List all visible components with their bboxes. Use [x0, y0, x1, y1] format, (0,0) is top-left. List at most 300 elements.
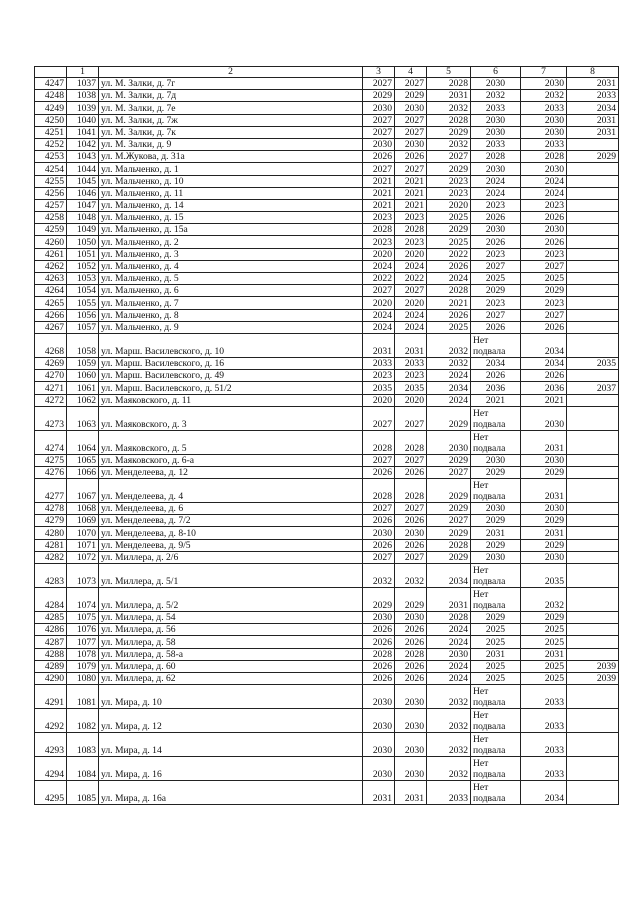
col8-cell — [567, 709, 619, 733]
col6-cell: 2025 — [471, 672, 521, 684]
row-number-cell: 4292 — [35, 709, 67, 733]
row-id-cell: 1062 — [67, 394, 99, 406]
col8-cell: 2034 — [567, 102, 619, 114]
table-row — [35, 564, 619, 588]
col5-cell: 2026 — [427, 309, 471, 321]
row-number-cell: 4248 — [35, 90, 67, 102]
col3-cell: 2030 — [363, 733, 395, 757]
col4-cell: 2029 — [395, 90, 427, 102]
table-row — [35, 672, 619, 684]
no-basement-note: Нет подвала — [473, 758, 506, 781]
col7-cell: 2028 — [521, 151, 567, 163]
col4-cell: 2028 — [395, 648, 427, 660]
col4-cell: 2030 — [395, 102, 427, 114]
col7-cell: 2033 — [521, 757, 567, 781]
col8-cell — [567, 636, 619, 648]
col6-cell: 2023 — [471, 297, 521, 309]
table-row — [35, 248, 619, 260]
address-cell: ул. Мальченко, д. 6 — [99, 285, 363, 297]
address-cell: ул. Миллера, д. 60 — [99, 660, 363, 672]
col7-cell: 2026 — [521, 212, 567, 224]
col3-cell: 2020 — [363, 248, 395, 260]
col4-cell: 2029 — [395, 588, 427, 612]
header-cell-0 — [35, 67, 67, 78]
table-row — [35, 588, 619, 612]
col8-cell — [567, 370, 619, 382]
row-id-cell: 1038 — [67, 90, 99, 102]
row-id-cell: 1074 — [67, 588, 99, 612]
col4-cell: 2026 — [395, 624, 427, 636]
col5-cell: 2032 — [427, 333, 471, 357]
table-row — [35, 648, 619, 660]
col4-cell: 2026 — [395, 672, 427, 684]
col6-cell — [471, 685, 521, 709]
row-id-cell: 1078 — [67, 648, 99, 660]
col8-cell — [567, 757, 619, 781]
col8-cell — [567, 187, 619, 199]
no-basement-note: Нет подвала — [473, 407, 506, 430]
col7-cell: 2026 — [521, 236, 567, 248]
address-cell: ул. Мальченко, д. 10 — [99, 175, 363, 187]
col7-cell: 2030 — [521, 406, 567, 430]
address-cell: ул. М. Залки, д. 9 — [99, 138, 363, 150]
row-id-cell: 1049 — [67, 224, 99, 236]
col7-cell: 2029 — [521, 612, 567, 624]
address-cell: ул. Маяковского, д. 5 — [99, 430, 363, 454]
col3-cell: 2026 — [363, 466, 395, 478]
col3-cell: 2030 — [363, 709, 395, 733]
col4-cell: 2027 — [395, 114, 427, 126]
col8-cell: 2033 — [567, 90, 619, 102]
row-id-cell: 1077 — [67, 636, 99, 648]
table-row — [35, 551, 619, 563]
col7-cell: 2035 — [521, 564, 567, 588]
col4-cell: 2026 — [395, 636, 427, 648]
address-cell: ул. М.Жукова, д. 31а — [99, 151, 363, 163]
row-number-cell: 4267 — [35, 321, 67, 333]
table-row — [35, 781, 619, 805]
no-basement-note: Нет подвала — [473, 565, 506, 587]
col5-cell: 2026 — [427, 260, 471, 272]
col3-cell: 2020 — [363, 394, 395, 406]
col3-cell: 2021 — [363, 187, 395, 199]
row-id-cell: 1083 — [67, 733, 99, 757]
col5-cell: 2029 — [427, 503, 471, 515]
col4-cell: 2027 — [395, 503, 427, 515]
table-row — [35, 357, 619, 369]
col6-cell: 2032 — [471, 90, 521, 102]
col3-cell: 2029 — [363, 588, 395, 612]
col4-cell: 2027 — [395, 285, 427, 297]
address-cell: ул. Менделеева, д. 8-10 — [99, 527, 363, 539]
col8-cell — [567, 503, 619, 515]
address-cell: ул. М. Залки, д. 7е — [99, 102, 363, 114]
col5-cell: 2021 — [427, 297, 471, 309]
col8-cell — [567, 163, 619, 175]
col4-cell: 2030 — [395, 709, 427, 733]
col7-cell: 2034 — [521, 357, 567, 369]
col3-cell: 2030 — [363, 757, 395, 781]
table-row — [35, 260, 619, 272]
address-cell: ул. Миллера, д. 62 — [99, 672, 363, 684]
col8-cell: 2029 — [567, 151, 619, 163]
col6-cell — [471, 430, 521, 454]
col6-cell: 2031 — [471, 648, 521, 660]
col4-cell: 2027 — [395, 126, 427, 138]
col4-cell: 2024 — [395, 321, 427, 333]
col5-cell: 2024 — [427, 636, 471, 648]
col6-cell: 2023 — [471, 248, 521, 260]
address-cell: ул. Миллера, д. 56 — [99, 624, 363, 636]
col5-cell: 2032 — [427, 757, 471, 781]
col8-cell — [567, 297, 619, 309]
address-cell: ул. Мира, д. 12 — [99, 709, 363, 733]
address-cell: ул. Миллера, д. 2/6 — [99, 551, 363, 563]
col8-cell — [567, 624, 619, 636]
address-cell: ул. Марш. Василевского, д. 10 — [99, 333, 363, 357]
col5-cell: 2030 — [427, 430, 471, 454]
col4-cell: 2027 — [395, 78, 427, 90]
row-id-cell: 1066 — [67, 466, 99, 478]
row-id-cell: 1053 — [67, 273, 99, 285]
no-basement-note: Нет подвала — [473, 431, 506, 454]
address-cell: ул. М. Залки, д. 7г — [99, 78, 363, 90]
col4-cell: 2026 — [395, 660, 427, 672]
col6-cell: 2025 — [471, 273, 521, 285]
row-number-cell: 4249 — [35, 102, 67, 114]
table-row — [35, 224, 619, 236]
col3-cell: 2028 — [363, 224, 395, 236]
col4-cell: 2028 — [395, 479, 427, 503]
col8-cell: 2035 — [567, 357, 619, 369]
col4-cell: 2021 — [395, 199, 427, 211]
address-cell: ул. Мальченко, д. 15 — [99, 212, 363, 224]
col6-cell: 2027 — [471, 309, 521, 321]
table-row — [35, 273, 619, 285]
table-row — [35, 138, 619, 150]
address-cell: ул. Менделеева, д. 12 — [99, 466, 363, 478]
col3-cell: 2024 — [363, 321, 395, 333]
col5-cell: 2034 — [427, 382, 471, 394]
address-cell: ул. Миллера, д. 5/2 — [99, 588, 363, 612]
row-id-cell: 1040 — [67, 114, 99, 126]
row-number-cell: 4286 — [35, 624, 67, 636]
address-cell: ул. Марш. Василевского, д. 16 — [99, 357, 363, 369]
row-id-cell: 1064 — [67, 430, 99, 454]
col6-cell: 2030 — [471, 503, 521, 515]
row-number-cell: 4266 — [35, 309, 67, 321]
col8-cell — [567, 648, 619, 660]
row-number-cell: 4276 — [35, 466, 67, 478]
row-id-cell: 1042 — [67, 138, 99, 150]
address-cell: ул. Менделеева, д. 6 — [99, 503, 363, 515]
col6-cell: 2030 — [471, 114, 521, 126]
row-id-cell: 1054 — [67, 285, 99, 297]
col3-cell: 2023 — [363, 370, 395, 382]
address-cell: ул. Марш. Василевского, д. 49 — [99, 370, 363, 382]
col6-cell — [471, 733, 521, 757]
col8-cell — [567, 321, 619, 333]
col6-cell: 2025 — [471, 636, 521, 648]
address-cell: ул. М. Залки, д. 7к — [99, 126, 363, 138]
col7-cell: 2029 — [521, 466, 567, 478]
row-number-cell: 4291 — [35, 685, 67, 709]
col4-cell: 2031 — [395, 333, 427, 357]
col8-cell — [567, 733, 619, 757]
col8-cell — [567, 212, 619, 224]
col6-cell — [471, 757, 521, 781]
row-number-cell: 4280 — [35, 527, 67, 539]
col6-cell: 2030 — [471, 551, 521, 563]
col5-cell: 2025 — [427, 236, 471, 248]
col3-cell: 2028 — [363, 479, 395, 503]
col7-cell: 2033 — [521, 685, 567, 709]
header-cell-4: 4 — [395, 67, 427, 78]
col5-cell: 2032 — [427, 709, 471, 733]
col8-cell — [567, 309, 619, 321]
row-number-cell: 4294 — [35, 757, 67, 781]
col4-cell: 2027 — [395, 406, 427, 430]
row-id-cell: 1058 — [67, 333, 99, 357]
col6-cell: 2030 — [471, 454, 521, 466]
col7-cell: 2026 — [521, 370, 567, 382]
col5-cell: 2028 — [427, 612, 471, 624]
row-number-cell: 4252 — [35, 138, 67, 150]
col7-cell: 2031 — [521, 648, 567, 660]
col3-cell: 2026 — [363, 515, 395, 527]
col8-cell — [567, 430, 619, 454]
row-number-cell: 4251 — [35, 126, 67, 138]
row-number-cell: 4258 — [35, 212, 67, 224]
col7-cell: 2029 — [521, 515, 567, 527]
col6-cell — [471, 406, 521, 430]
col3-cell: 2022 — [363, 273, 395, 285]
col8-cell: 2031 — [567, 78, 619, 90]
col8-cell — [567, 551, 619, 563]
col7-cell: 2025 — [521, 636, 567, 648]
col5-cell: 2031 — [427, 588, 471, 612]
col4-cell: 2020 — [395, 297, 427, 309]
col5-cell: 2032 — [427, 138, 471, 150]
col7-cell: 2030 — [521, 163, 567, 175]
col3-cell: 2030 — [363, 138, 395, 150]
col3-cell: 2030 — [363, 102, 395, 114]
col5-cell: 2032 — [427, 102, 471, 114]
row-number-cell: 4281 — [35, 539, 67, 551]
row-id-cell: 1060 — [67, 370, 99, 382]
col7-cell: 2023 — [521, 199, 567, 211]
col4-cell: 2026 — [395, 466, 427, 478]
row-number-cell: 4283 — [35, 564, 67, 588]
table-row — [35, 321, 619, 333]
row-number-cell: 4282 — [35, 551, 67, 563]
col4-cell: 2026 — [395, 515, 427, 527]
col5-cell: 2028 — [427, 285, 471, 297]
col6-cell: 2030 — [471, 163, 521, 175]
col5-cell: 2033 — [427, 781, 471, 805]
address-cell: ул. Мальченко, д. 14 — [99, 199, 363, 211]
address-cell: ул. Мира, д. 14 — [99, 733, 363, 757]
col7-cell: 2030 — [521, 78, 567, 90]
row-number-cell: 4259 — [35, 224, 67, 236]
col7-cell: 2029 — [521, 285, 567, 297]
col3-cell: 2035 — [363, 382, 395, 394]
address-cell: ул. Мира, д. 16а — [99, 781, 363, 805]
col3-cell: 2027 — [363, 454, 395, 466]
col8-cell — [567, 175, 619, 187]
col6-cell — [471, 333, 521, 357]
address-cell: ул. Мальченко, д. 11 — [99, 187, 363, 199]
table-row — [35, 102, 619, 114]
col4-cell: 2021 — [395, 187, 427, 199]
row-id-cell: 1061 — [67, 382, 99, 394]
col3-cell: 2031 — [363, 781, 395, 805]
col3-cell: 2027 — [363, 163, 395, 175]
address-cell: ул. Мальченко, д. 7 — [99, 297, 363, 309]
row-number-cell: 4257 — [35, 199, 67, 211]
col7-cell: 2030 — [521, 454, 567, 466]
col3-cell: 2027 — [363, 406, 395, 430]
col4-cell: 2030 — [395, 685, 427, 709]
address-cell: ул. Мальченко, д. 9 — [99, 321, 363, 333]
table-row — [35, 624, 619, 636]
row-id-cell: 1067 — [67, 479, 99, 503]
col7-cell: 2030 — [521, 224, 567, 236]
col3-cell: 2023 — [363, 212, 395, 224]
col8-cell — [567, 285, 619, 297]
col3-cell: 2027 — [363, 551, 395, 563]
col4-cell: 2030 — [395, 733, 427, 757]
col8-cell — [567, 515, 619, 527]
row-number-cell: 4293 — [35, 733, 67, 757]
col5-cell: 2029 — [427, 224, 471, 236]
col7-cell: 2025 — [521, 660, 567, 672]
col3-cell: 2027 — [363, 114, 395, 126]
no-basement-note: Нет подвала — [473, 710, 506, 733]
address-cell: ул. Мальченко, д. 1 — [99, 163, 363, 175]
col7-cell: 2031 — [521, 527, 567, 539]
col3-cell: 2021 — [363, 199, 395, 211]
row-number-cell: 4289 — [35, 660, 67, 672]
address-cell: ул. Мальченко, д. 8 — [99, 309, 363, 321]
col7-cell: 2036 — [521, 382, 567, 394]
col7-cell: 2031 — [521, 479, 567, 503]
col7-cell: 2025 — [521, 273, 567, 285]
col3-cell: 2026 — [363, 636, 395, 648]
col6-cell: 2036 — [471, 382, 521, 394]
address-cell: ул. Маяковского, д. 3 — [99, 406, 363, 430]
col5-cell: 2029 — [427, 454, 471, 466]
col8-cell — [567, 199, 619, 211]
table-row — [35, 527, 619, 539]
row-number-cell: 4256 — [35, 187, 67, 199]
col4-cell: 2030 — [395, 138, 427, 150]
table-row — [35, 430, 619, 454]
table-row — [35, 370, 619, 382]
col7-cell: 2021 — [521, 394, 567, 406]
col6-cell: 2024 — [471, 187, 521, 199]
col6-cell: 2026 — [471, 321, 521, 333]
col6-cell: 2030 — [471, 224, 521, 236]
col3-cell: 2029 — [363, 90, 395, 102]
table-row — [35, 479, 619, 503]
table-row — [35, 151, 619, 163]
row-number-cell: 4272 — [35, 394, 67, 406]
col4-cell: 2027 — [395, 551, 427, 563]
row-number-cell: 4270 — [35, 370, 67, 382]
header-cell-2: 2 — [99, 67, 363, 78]
table-row — [35, 612, 619, 624]
address-cell: ул. Марш. Василевского, д. 51/2 — [99, 382, 363, 394]
table-row — [35, 285, 619, 297]
col6-cell: 2030 — [471, 126, 521, 138]
col7-cell: 2030 — [521, 126, 567, 138]
col5-cell: 2030 — [427, 648, 471, 660]
col5-cell: 2024 — [427, 660, 471, 672]
col5-cell: 2029 — [427, 479, 471, 503]
col8-cell — [567, 454, 619, 466]
row-number-cell: 4285 — [35, 612, 67, 624]
table-row — [35, 394, 619, 406]
col4-cell: 2028 — [395, 224, 427, 236]
col7-cell: 2027 — [521, 260, 567, 272]
row-id-cell: 1080 — [67, 672, 99, 684]
col3-cell: 2026 — [363, 660, 395, 672]
col7-cell: 2031 — [521, 430, 567, 454]
col7-cell: 2033 — [521, 709, 567, 733]
row-id-cell: 1041 — [67, 126, 99, 138]
col5-cell: 2024 — [427, 672, 471, 684]
col5-cell: 2028 — [427, 539, 471, 551]
col4-cell: 2024 — [395, 260, 427, 272]
row-number-cell: 4269 — [35, 357, 67, 369]
col7-cell: 2025 — [521, 672, 567, 684]
col6-cell: 2026 — [471, 370, 521, 382]
col4-cell: 2031 — [395, 781, 427, 805]
row-number-cell: 4262 — [35, 260, 67, 272]
col8-cell — [567, 236, 619, 248]
col5-cell: 2025 — [427, 321, 471, 333]
row-number-cell: 4274 — [35, 430, 67, 454]
address-cell: ул. М. Залки, д. 7д — [99, 90, 363, 102]
row-id-cell: 1050 — [67, 236, 99, 248]
col3-cell: 2021 — [363, 175, 395, 187]
table-row — [35, 199, 619, 211]
col7-cell: 2023 — [521, 297, 567, 309]
col4-cell: 2032 — [395, 564, 427, 588]
col8-cell — [567, 138, 619, 150]
col5-cell: 2028 — [427, 78, 471, 90]
address-cell: ул. Миллера, д. 5/1 — [99, 564, 363, 588]
row-number-cell: 4275 — [35, 454, 67, 466]
col6-cell: 2029 — [471, 612, 521, 624]
col6-cell: 2024 — [471, 175, 521, 187]
col5-cell: 2032 — [427, 685, 471, 709]
col7-cell: 2030 — [521, 551, 567, 563]
col4-cell: 2028 — [395, 430, 427, 454]
col4-cell: 2020 — [395, 394, 427, 406]
col4-cell: 2026 — [395, 539, 427, 551]
address-cell: ул. Миллера, д. 58 — [99, 636, 363, 648]
col6-cell: 2025 — [471, 660, 521, 672]
header-cell-8: 8 — [567, 67, 619, 78]
col3-cell: 2028 — [363, 430, 395, 454]
col6-cell: 2029 — [471, 285, 521, 297]
col8-cell — [567, 248, 619, 260]
row-number-cell: 4273 — [35, 406, 67, 430]
row-number-cell: 4263 — [35, 273, 67, 285]
col5-cell: 2034 — [427, 564, 471, 588]
